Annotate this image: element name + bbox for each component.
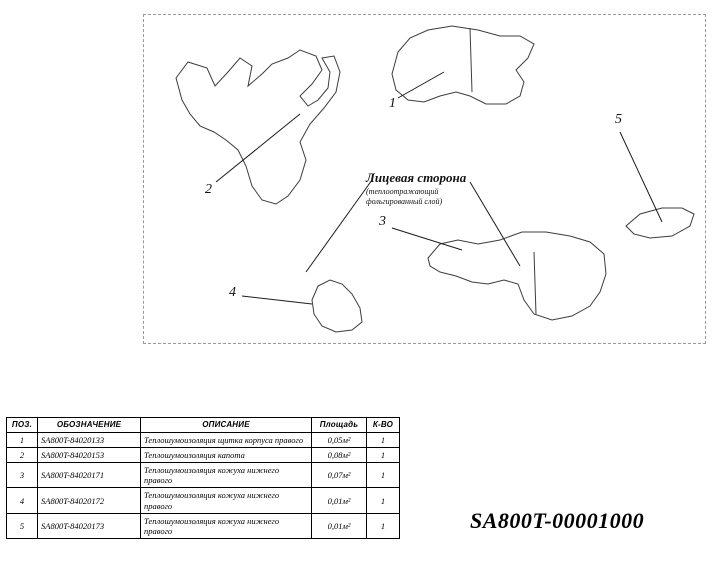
callout-label-5: 5 [615,112,622,127]
cell-area: 0,07м² [312,462,367,487]
cell-code: SA800T-84020173 [38,513,141,538]
table-header-row [7,418,400,433]
table-row [7,513,400,538]
cell-area: 0,01м² [312,513,367,538]
header-desc: ОПИСАНИЕ [141,418,312,433]
cell-pos: 3 [7,462,38,487]
callout-label-3: 3 [379,214,386,229]
cell-pos: 4 [7,488,38,513]
cell-qty: 1 [367,432,400,447]
cell-desc: Теплошумоизоляция кожуха нижнего правого [141,462,312,487]
document-number: SA800T-00001000 [470,508,645,533]
cell-qty: 1 [367,513,400,538]
cell-desc: Теплошумоизоляция щитка корпуса правого [141,432,312,447]
table-row [7,432,400,447]
header-area: Площадь [312,418,367,433]
table-row [7,447,400,462]
cell-pos: 2 [7,447,38,462]
header-pos: ПОЗ. [7,418,38,433]
cell-area: 0,05м² [312,432,367,447]
face-side-subtitle-line1: (теплоотражающий [366,187,439,196]
callout-label-2: 2 [205,182,212,197]
cell-code: SA800T-84020171 [38,462,141,487]
cell-code: SA800T-84020153 [38,447,141,462]
face-side-title: Лицевая сторона [366,170,467,185]
cell-qty: 1 [367,447,400,462]
header-code: ОБОЗНАЧЕНИЕ [38,418,141,433]
cell-code: SA800T-84020133 [38,432,141,447]
cell-qty: 1 [367,488,400,513]
specification-table [6,417,400,539]
table-row [7,488,400,513]
header-qty: К-ВО [367,418,400,433]
cell-area: 0,08м² [312,447,367,462]
cell-pos: 5 [7,513,38,538]
cell-code: SA800T-84020172 [38,488,141,513]
cell-desc: Теплошумоизоляция кожуха нижнего правого [141,488,312,513]
callout-label-1: 1 [389,96,396,111]
callout-label-4: 4 [229,285,236,300]
cell-qty: 1 [367,462,400,487]
face-side-subtitle-line2: фольгированный слой) [366,197,443,207]
cell-area: 0,01м² [312,488,367,513]
cell-desc: Теплошумоизоляция капота [141,447,312,462]
face-side-note [366,170,536,206]
cell-pos: 1 [7,432,38,447]
table-row [7,462,400,487]
cell-desc: Теплошумоизоляция кожуха нижнего правого [141,513,312,538]
